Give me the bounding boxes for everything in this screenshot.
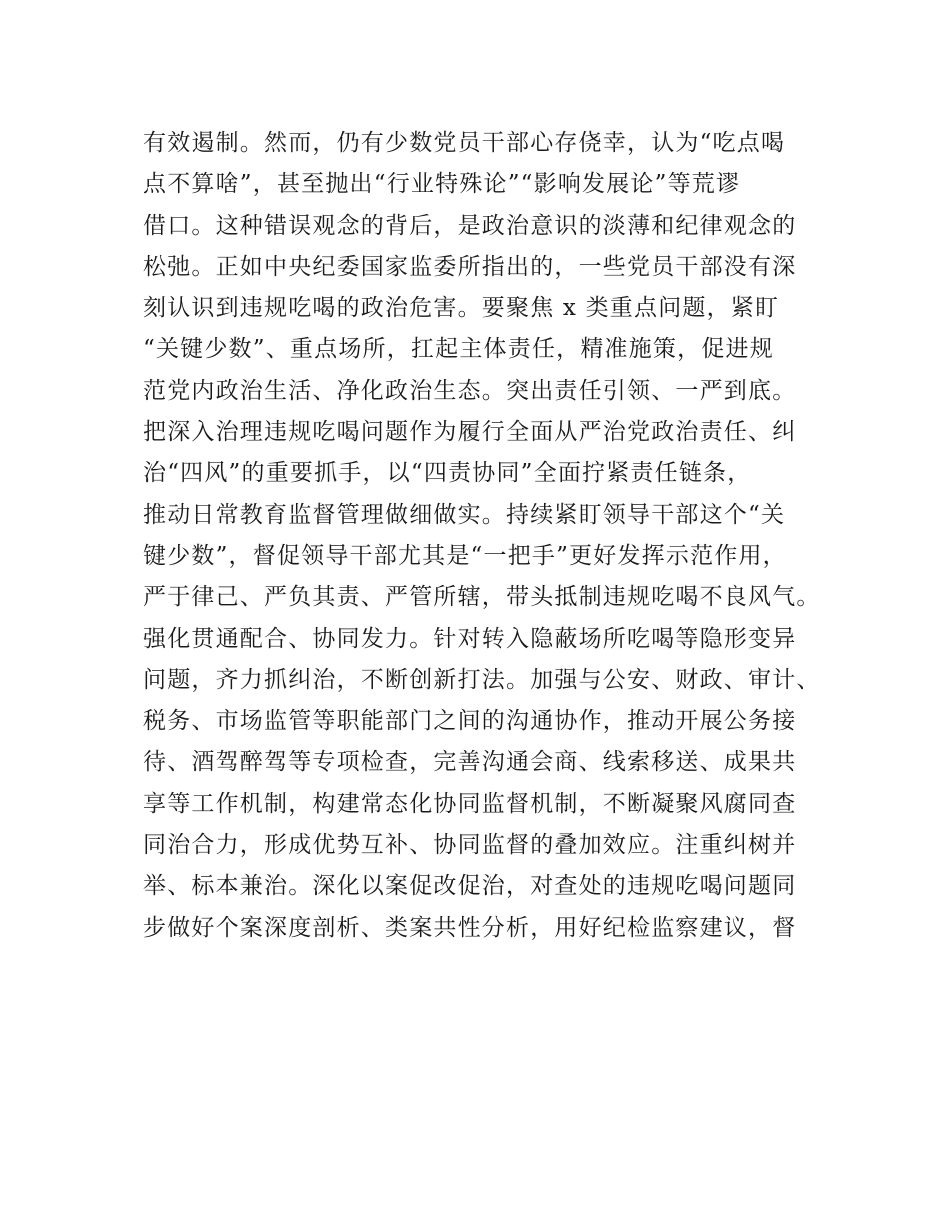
text-line: 松弛。正如中央纪委国家监委所指出的，一些党员干部没有深: [143, 253, 797, 280]
text-line: 范党内政治生活、净化政治生态。突出责任引领、一严到底。: [143, 377, 797, 404]
text-line: 步做好个案深度剖析、类案共性分析，用好纪检监察建议，督: [143, 914, 797, 941]
text-line: 待、酒驾醉驾等专项检查，完善沟通会商、线索移送、成果共: [143, 749, 797, 776]
text-line: 同治合力，形成优势互补、协同监督的叠加效应。注重纠树并: [143, 832, 797, 859]
text-line: 借口。这种错误观念的背后，是政治意识的淡薄和纪律观念的: [143, 212, 797, 239]
text-line: 治“四风”的重要抓手，以“四责协同”全面拧紧责任链条，: [143, 460, 752, 487]
text-line: 享等工作机制，构建常态化协同监督机制，不断凝聚风腐同查: [143, 790, 797, 817]
text-line: 有效遏制。然而，仍有少数党员干部心存侥幸，认为“吃点喝: [143, 130, 786, 156]
text-line: 问题，齐力抓纠治，不断创新打法。加强与公安、财政、审计、: [143, 666, 821, 693]
body-text: [143, 123, 843, 949]
text-line: 把深入治理违规吃喝问题作为履行全面从严治党政治责任、纠: [143, 419, 797, 446]
text-line: 举、标本兼治。深化以案促改促治，对查处的违规吃喝问题同: [143, 873, 797, 900]
text-line: 点不算啥”，甚至抛出“行业特殊论”“影响发展论”等荒谬: [143, 171, 741, 198]
text-line: 推动日常教育监督管理做细做实。持续紧盯领导干部这个“关: [143, 501, 786, 528]
text-line: 键少数”，督促领导干部尤其是“一把手”更好发挥示范作用，: [143, 542, 787, 569]
text-line: 强化贯通配合、协同发力。针对转入隐蔽场所吃喝等隐形变异: [143, 625, 797, 652]
text-line: 严于律己、严负其责、严管所辖，带头抵制违规吃喝不良风气。: [143, 584, 821, 611]
text-line: “关键少数”、重点场所，扛起主体责任，精准施策，促进规: [143, 336, 774, 363]
text-line: 刻认识到违规吃喝的政治危害。要聚焦 x 类重点问题，紧盯: [143, 295, 780, 322]
text-line: 税务、市场监管等职能部门之间的沟通协作，推动开展公务接: [143, 708, 797, 735]
